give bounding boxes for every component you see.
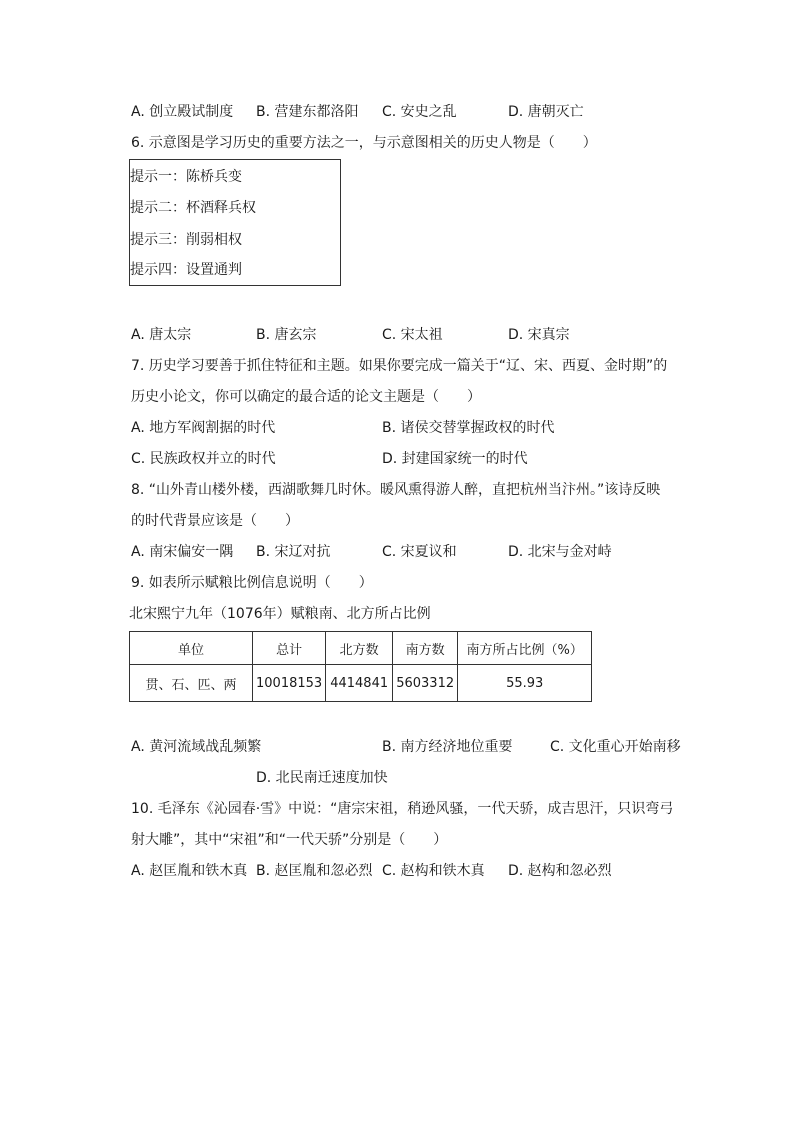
q7-option-d: D. 封建国家统一的时代: [382, 451, 528, 467]
q6-hint-1: 提示一：陈桥兵变: [130, 169, 242, 185]
q6-stem: 6. 示意图是学习历史的重要方法之一，与示意图相关的历史人物是（ ）: [131, 135, 597, 151]
q7-stem-line1: 7. 历史学习要善于抓住特征和主题。如果你要完成一篇关于“辽、宋、西夏、金时期”的: [131, 358, 668, 374]
q9-option-d: D. 北民南迁速度加快: [256, 770, 388, 786]
q6-option-b: B. 唐玄宗: [256, 327, 317, 343]
q10-option-c: C. 赵构和铁木真: [382, 863, 485, 879]
q5-option-d: D. 唐朝灭亡: [508, 104, 584, 120]
q8-option-d: D. 北宋与金对峙: [508, 544, 612, 560]
q6-hint-2: 提示二：杯酒释兵权: [130, 200, 256, 216]
table-cell: 10018153: [253, 665, 326, 702]
q10-option-d: D. 赵构和忽必烈: [508, 863, 612, 879]
table-header-cell: 北方数: [326, 632, 393, 665]
q10-option-b: B. 赵匡胤和忽必烈: [256, 863, 373, 879]
q9-option-a: A. 黄河流域战乱频繁: [131, 739, 262, 755]
table-header-cell: 单位: [130, 632, 253, 665]
q6-hint-box: [129, 159, 341, 286]
q6-option-a: A. 唐太宗: [131, 327, 192, 343]
table-cell: 5603312: [393, 665, 458, 702]
q7-option-b: B. 诸侯交替掌握政权的时代: [382, 420, 555, 436]
q5-option-c: C. 安史之乱: [382, 104, 457, 120]
q9-table-caption: 北宋熙宁九年（1076年）赋粮南、北方所占比例: [129, 606, 431, 622]
q8-option-c: C. 宋夏议和: [382, 544, 457, 560]
q7-stem-line2: 历史小论文，你可以确定的最合适的论文主题是（ ）: [131, 389, 481, 405]
q5-option-a: A. 创立殿试制度: [131, 104, 234, 120]
q9-stem: 9. 如表所示赋粮比例信息说明（ ）: [131, 575, 373, 591]
q6-hint-4: 提示四：设置通判: [130, 262, 242, 278]
q5-option-b: B. 营建东都洛阳: [256, 104, 359, 120]
q10-stem-line2: 射大雕”，其中“宋祖”和“一代天骄”分别是（ ）: [131, 832, 448, 848]
q8-stem-line2: 的时代背景应该是（ ）: [131, 513, 299, 529]
q7-option-a: A. 地方军阀割据的时代: [131, 420, 276, 436]
table-header-cell: 南方所占比例（%）: [458, 632, 592, 665]
q6-hint-3: 提示三：削弱相权: [130, 232, 242, 248]
q9-option-b: B. 南方经济地位重要: [382, 739, 513, 755]
table-cell: 贯、石、匹、两: [130, 665, 253, 702]
table-cell: 55.93: [458, 665, 592, 702]
q6-option-c: C. 宋太祖: [382, 327, 443, 343]
table-header-cell: 总计: [253, 632, 326, 665]
table-header-cell: 南方数: [393, 632, 458, 665]
q8-stem-line1: 8. “山外青山楼外楼，西湖歌舞几时休。暖风熏得游人醉，直把杭州当汴州。”该诗反映: [131, 482, 661, 498]
table-cell: 4414841: [326, 665, 393, 702]
q9-option-c: C. 文化重心开始南移: [550, 739, 681, 755]
q10-option-a: A. 赵匡胤和铁木真: [131, 863, 248, 879]
table-header-row: [130, 632, 592, 665]
q8-option-b: B. 宋辽对抗: [256, 544, 331, 560]
q6-option-d: D. 宋真宗: [508, 327, 570, 343]
q8-option-a: A. 南宋偏安一隅: [131, 544, 234, 560]
q10-stem-line1: 10. 毛泽东《沁园春·雪》中说：“唐宗宋祖，稍逊风骚，一代天骄，成吉思汗，只识弯弓: [131, 801, 674, 817]
table-row: [130, 665, 592, 702]
q7-option-c: C. 民族政权并立的时代: [131, 451, 276, 467]
q9-table: [129, 631, 592, 702]
